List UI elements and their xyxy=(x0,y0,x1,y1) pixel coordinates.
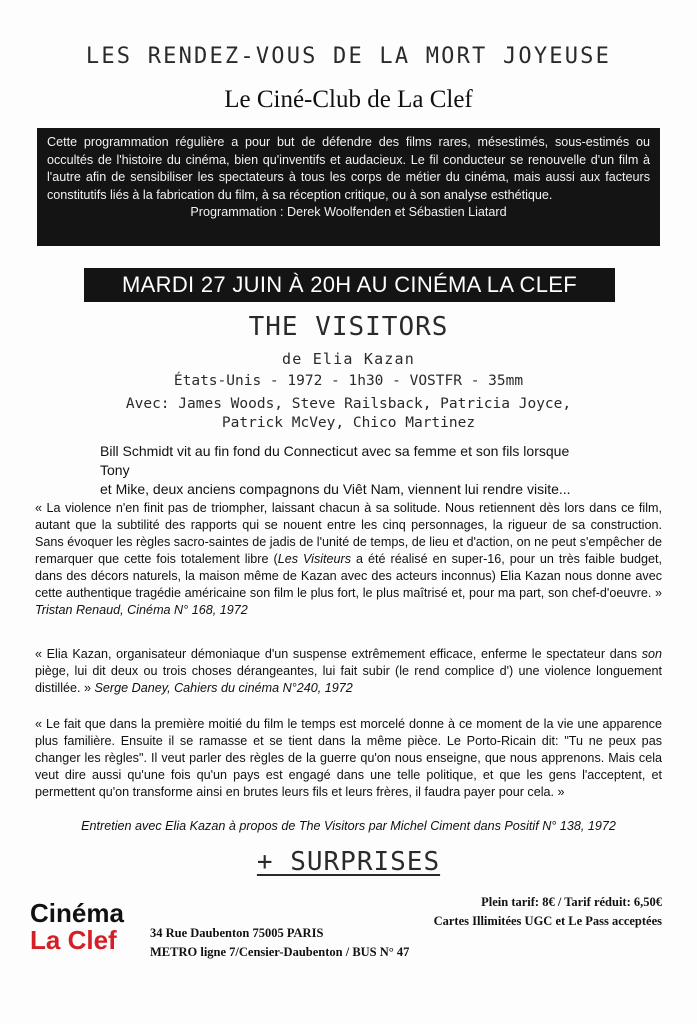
quote-renaud xyxy=(35,500,662,619)
quote-kazan: « Le fait que dans la première moitié du film le temps est morcelé donne à ce moment de la vie une apparence plus familière. Ensuite il se ramasse et se tient dans la même pièce. Le Porto-Ricain dit: "Tu ne peux pas changer les règles". Il veut parler des règles de la guerre qu'on nous enseigne, que nous apprenons. Mais cela veut dire aussi qu'une fois qu'un pays est engagé dans une telle politique, et que les gens l'acceptent, et permettent qu'on transforme ainsi en brutes leurs fils et leurs frères, il faudra payer pour cela. » xyxy=(35,717,662,799)
quote-text: piège, lui dit deux ou trois choses dérangeantes, lui fait subir (le rend complice d') une violence longuement distillée. » xyxy=(35,664,662,695)
cinema-la-clef-logo xyxy=(30,900,124,954)
quote-text: a été réalisé en super-16, pour un très faible budget, dans des décors naturels, la maison même de Kazan avec des acteurs inconnus) Elia Kazan nous donne avec cette authentique tragédie américaine son film le plus fort, le plus maîtrisé et, pour ma part, son chef-d'oeuvre. » xyxy=(35,552,662,600)
programmation-credit: Programmation : Derek Woolfenden et Sébastien Liatard xyxy=(190,205,507,220)
intro-box xyxy=(37,128,660,246)
ticket-prices xyxy=(434,893,662,931)
quote-emphasis: son xyxy=(641,647,662,661)
film-title: THE VISITORS xyxy=(248,312,449,342)
quote-daney xyxy=(35,646,662,697)
quote-text: « Elia Kazan, organisateur démoniaque d'un suspense extrêmement efficace, enferme le spectateur dans xyxy=(35,647,642,661)
synopsis-line-1: Bill Schmidt vit au fin fond du Connecticut avec sa femme et son fils lorsque Tony xyxy=(100,443,570,478)
prices-line-2: Cartes Illimitées UGC et Le Pass acceptées xyxy=(433,914,662,928)
interview-credit: Entretien avec Elia Kazan à propos de The Visitors par Michel Ciment dans Positif N° 138, 1972 xyxy=(81,819,616,833)
film-specs: États-Unis - 1972 - 1h30 - VOSTFR - 35mm xyxy=(173,373,524,389)
cinema-address xyxy=(150,924,409,962)
address-line-1: 34 Rue Daubenton 75005 PARIS xyxy=(150,926,324,940)
film-director: de Elia Kazan xyxy=(282,350,415,368)
synopsis-line-2: et Mike, deux anciens compagnons du Viêt Nam, viennent lui rendre visite... xyxy=(100,481,571,497)
prices-line-1: Plein tarif: 8€ / Tarif réduit: 6,50€ xyxy=(481,895,662,909)
logo-line-cinema: Cinéma xyxy=(30,898,124,928)
film-cast xyxy=(0,395,697,433)
cine-club-subtitle: Le Ciné-Club de La Clef xyxy=(224,86,473,113)
quote-source: Serge Daney, Cahiers du cinéma N°240, 1972 xyxy=(94,681,353,695)
screening-date-banner: MARDI 27 JUIN À 20H AU CINÉMA LA CLEF xyxy=(84,268,615,302)
surprises-text: + SURPRISES xyxy=(256,847,441,877)
intro-text: Cette programmation régulière a pour but de défendre des films rares, mésestimés, sous-estimés ou occultés de l'histoire du cinéma, bien qu'inventifs et audacieux. Le fil conducteur se renouvelle d'un film à l'autre afin de sensibiliser les spectateurs à tous les corps de métier du cinéma, mais aussi aux facteurs constitutifs liés à la fabrication du film, à sa réception critique, ou à son analyse esthétique. xyxy=(47,135,650,202)
quote-source: Tristan Renaud, Cinéma N° 168, 1972 xyxy=(35,603,248,617)
address-line-2: METRO ligne 7/Censier-Daubenton / BUS N° 47 xyxy=(150,945,410,959)
quote-text: « La violence n'en finit pas de triompher, laissant chacun à sa solitude. Nous retiennent dès lors dans ce film, autant que la subtilité des rapports qui se nouent entre les cinq personnages, la rigueur de sa construction. Sans évoquer les règles sacro-saintes de jadis de l'unité de temps, de lieu et d'action, on ne peut s'empêcher de remarquer que cette fois totalement libre ( xyxy=(35,501,662,566)
quote-film-title: Les Visiteurs xyxy=(277,552,352,566)
series-title: LES RENDEZ-VOUS DE LA MORT JOYEUSE xyxy=(85,44,612,69)
cast-line-1: Avec: James Woods, Steve Railsback, Patricia Joyce, xyxy=(125,396,572,412)
film-synopsis xyxy=(100,442,600,499)
surprises-heading xyxy=(0,847,697,877)
logo-line-la-clef: La Clef xyxy=(30,925,117,955)
cast-line-2: Patrick McVey, Chico Martinez xyxy=(221,415,476,431)
